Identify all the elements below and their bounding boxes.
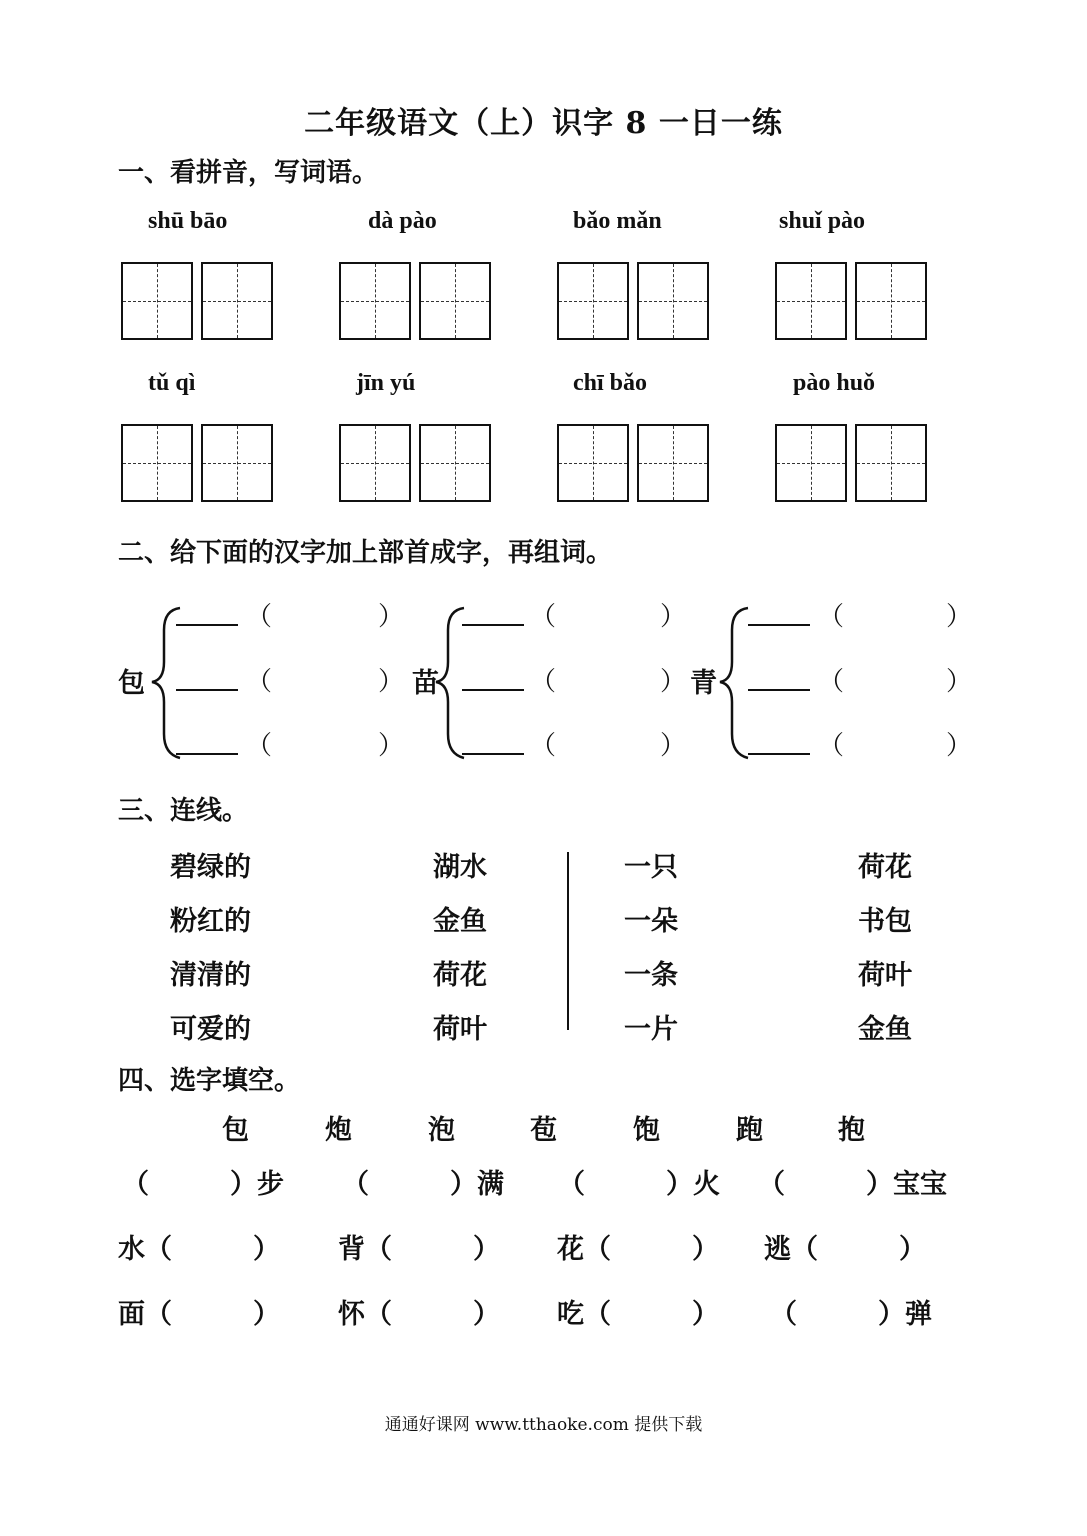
match-item[interactable]: 一只 [624,852,678,883]
pinyin: shuǐ pào [779,208,866,234]
match-item[interactable]: 荷花 [858,852,912,883]
footer-text: 通通好课网 www.tthaoke.com 提供下载 [384,1415,703,1435]
writing-grid[interactable] [637,424,709,502]
choice-character: 饱 [633,1115,660,1146]
match-item[interactable]: 一条 [624,960,678,991]
paren-close: ） [946,731,973,761]
paren-open: （ [246,602,273,632]
match-item[interactable]: 粉红的 [170,906,251,937]
fill-blank-item[interactable]: 怀（ ） [338,1299,500,1330]
pinyin: shū bāo [148,208,228,234]
answer-blank[interactable] [462,624,524,626]
paren-open: （ [818,731,845,761]
choice-character: 跑 [736,1115,763,1146]
paren-close: ） [946,602,973,632]
paren-close: ） [378,731,405,761]
writing-grid[interactable] [557,262,629,340]
pinyin: chī bǎo [573,370,648,396]
paren-close: ） [378,667,405,697]
writing-grid[interactable] [775,262,847,340]
choice-character: 炮 [325,1115,352,1146]
match-item[interactable]: 金鱼 [433,906,487,937]
answer-blank[interactable] [748,689,810,691]
writing-grid[interactable] [557,424,629,502]
answer-blank[interactable] [748,624,810,626]
paren-close: ） [378,602,405,632]
paren-close: ） [660,731,687,761]
match-item[interactable]: 湖水 [433,852,487,883]
fill-blank-item[interactable]: （ ）步 [122,1169,284,1200]
choice-character: 苞 [530,1115,557,1146]
match-item[interactable]: 金鱼 [858,1014,912,1045]
writing-grid[interactable] [775,424,847,502]
match-item[interactable]: 一片 [624,1014,678,1045]
paren-open: （ [530,602,557,632]
answer-blank[interactable] [176,753,238,755]
writing-grid[interactable] [121,424,193,502]
fill-blank-item[interactable]: 逃（ ） [764,1234,926,1265]
fill-blank-item[interactable]: 花（ ） [557,1234,719,1265]
writing-grid[interactable] [339,424,411,502]
writing-grid[interactable] [201,424,273,502]
paren-open: （ [246,731,273,761]
writing-grid[interactable] [201,262,273,340]
paren-close: ） [660,667,687,697]
section-4-heading: 四、选字填空。 [118,1066,301,1096]
fill-blank-item[interactable]: （ ）满 [342,1169,504,1200]
fill-blank-item[interactable]: 背（ ） [338,1234,500,1265]
fill-blank-item[interactable]: 面（ ） [118,1299,280,1330]
match-item[interactable]: 荷花 [433,960,487,991]
writing-grid[interactable] [855,424,927,502]
writing-grid[interactable] [855,262,927,340]
base-character: 青 [690,668,717,699]
pinyin: tǔ qì [148,370,196,396]
divider [567,852,569,1030]
writing-grid[interactable] [339,262,411,340]
fill-blank-item[interactable]: 水（ ） [118,1234,280,1265]
base-character: 苗 [412,668,439,699]
writing-grid[interactable] [637,262,709,340]
match-item[interactable]: 荷叶 [858,960,912,991]
choice-character: 包 [222,1115,249,1146]
section-2-heading: 二、给下面的汉字加上部首成字，再组词。 [118,538,613,568]
match-item[interactable]: 可爱的 [170,1014,251,1045]
answer-blank[interactable] [176,624,238,626]
base-character: 包 [118,668,145,699]
fill-blank-item[interactable]: （ ）弹 [770,1299,932,1330]
pinyin: pào huǒ [793,370,876,396]
section-3-heading: 三、连线。 [118,796,249,826]
paren-open: （ [530,667,557,697]
paren-close: ） [660,602,687,632]
pinyin: bǎo mǎn [573,208,662,234]
writing-grid[interactable] [419,262,491,340]
answer-blank[interactable] [748,753,810,755]
paren-open: （ [818,602,845,632]
answer-blank[interactable] [176,689,238,691]
match-item[interactable]: 书包 [858,906,912,937]
fill-blank-item[interactable]: （ ）火 [558,1169,720,1200]
paren-open: （ [530,731,557,761]
fill-blank-item[interactable]: 吃（ ） [557,1299,719,1330]
choice-character: 泡 [428,1115,455,1146]
paren-open: （ [818,667,845,697]
pinyin: jīn yú [356,370,416,396]
answer-blank[interactable] [462,689,524,691]
match-item[interactable]: 清清的 [170,960,251,991]
answer-blank[interactable] [462,753,524,755]
match-item[interactable]: 荷叶 [433,1014,487,1045]
fill-blank-item[interactable]: （ ）宝宝 [758,1169,947,1200]
paren-close: ） [946,667,973,697]
page-title: 二年级语文（上）识字 8 一日一练 [304,106,783,141]
pinyin: dà pào [368,208,437,234]
match-item[interactable]: 碧绿的 [170,852,251,883]
section-1-heading: 一、看拼音，写词语。 [118,158,379,188]
paren-open: （ [246,667,273,697]
writing-grid[interactable] [419,424,491,502]
choice-character: 抱 [838,1115,865,1146]
match-item[interactable]: 一朵 [624,906,678,937]
writing-grid[interactable] [121,262,193,340]
